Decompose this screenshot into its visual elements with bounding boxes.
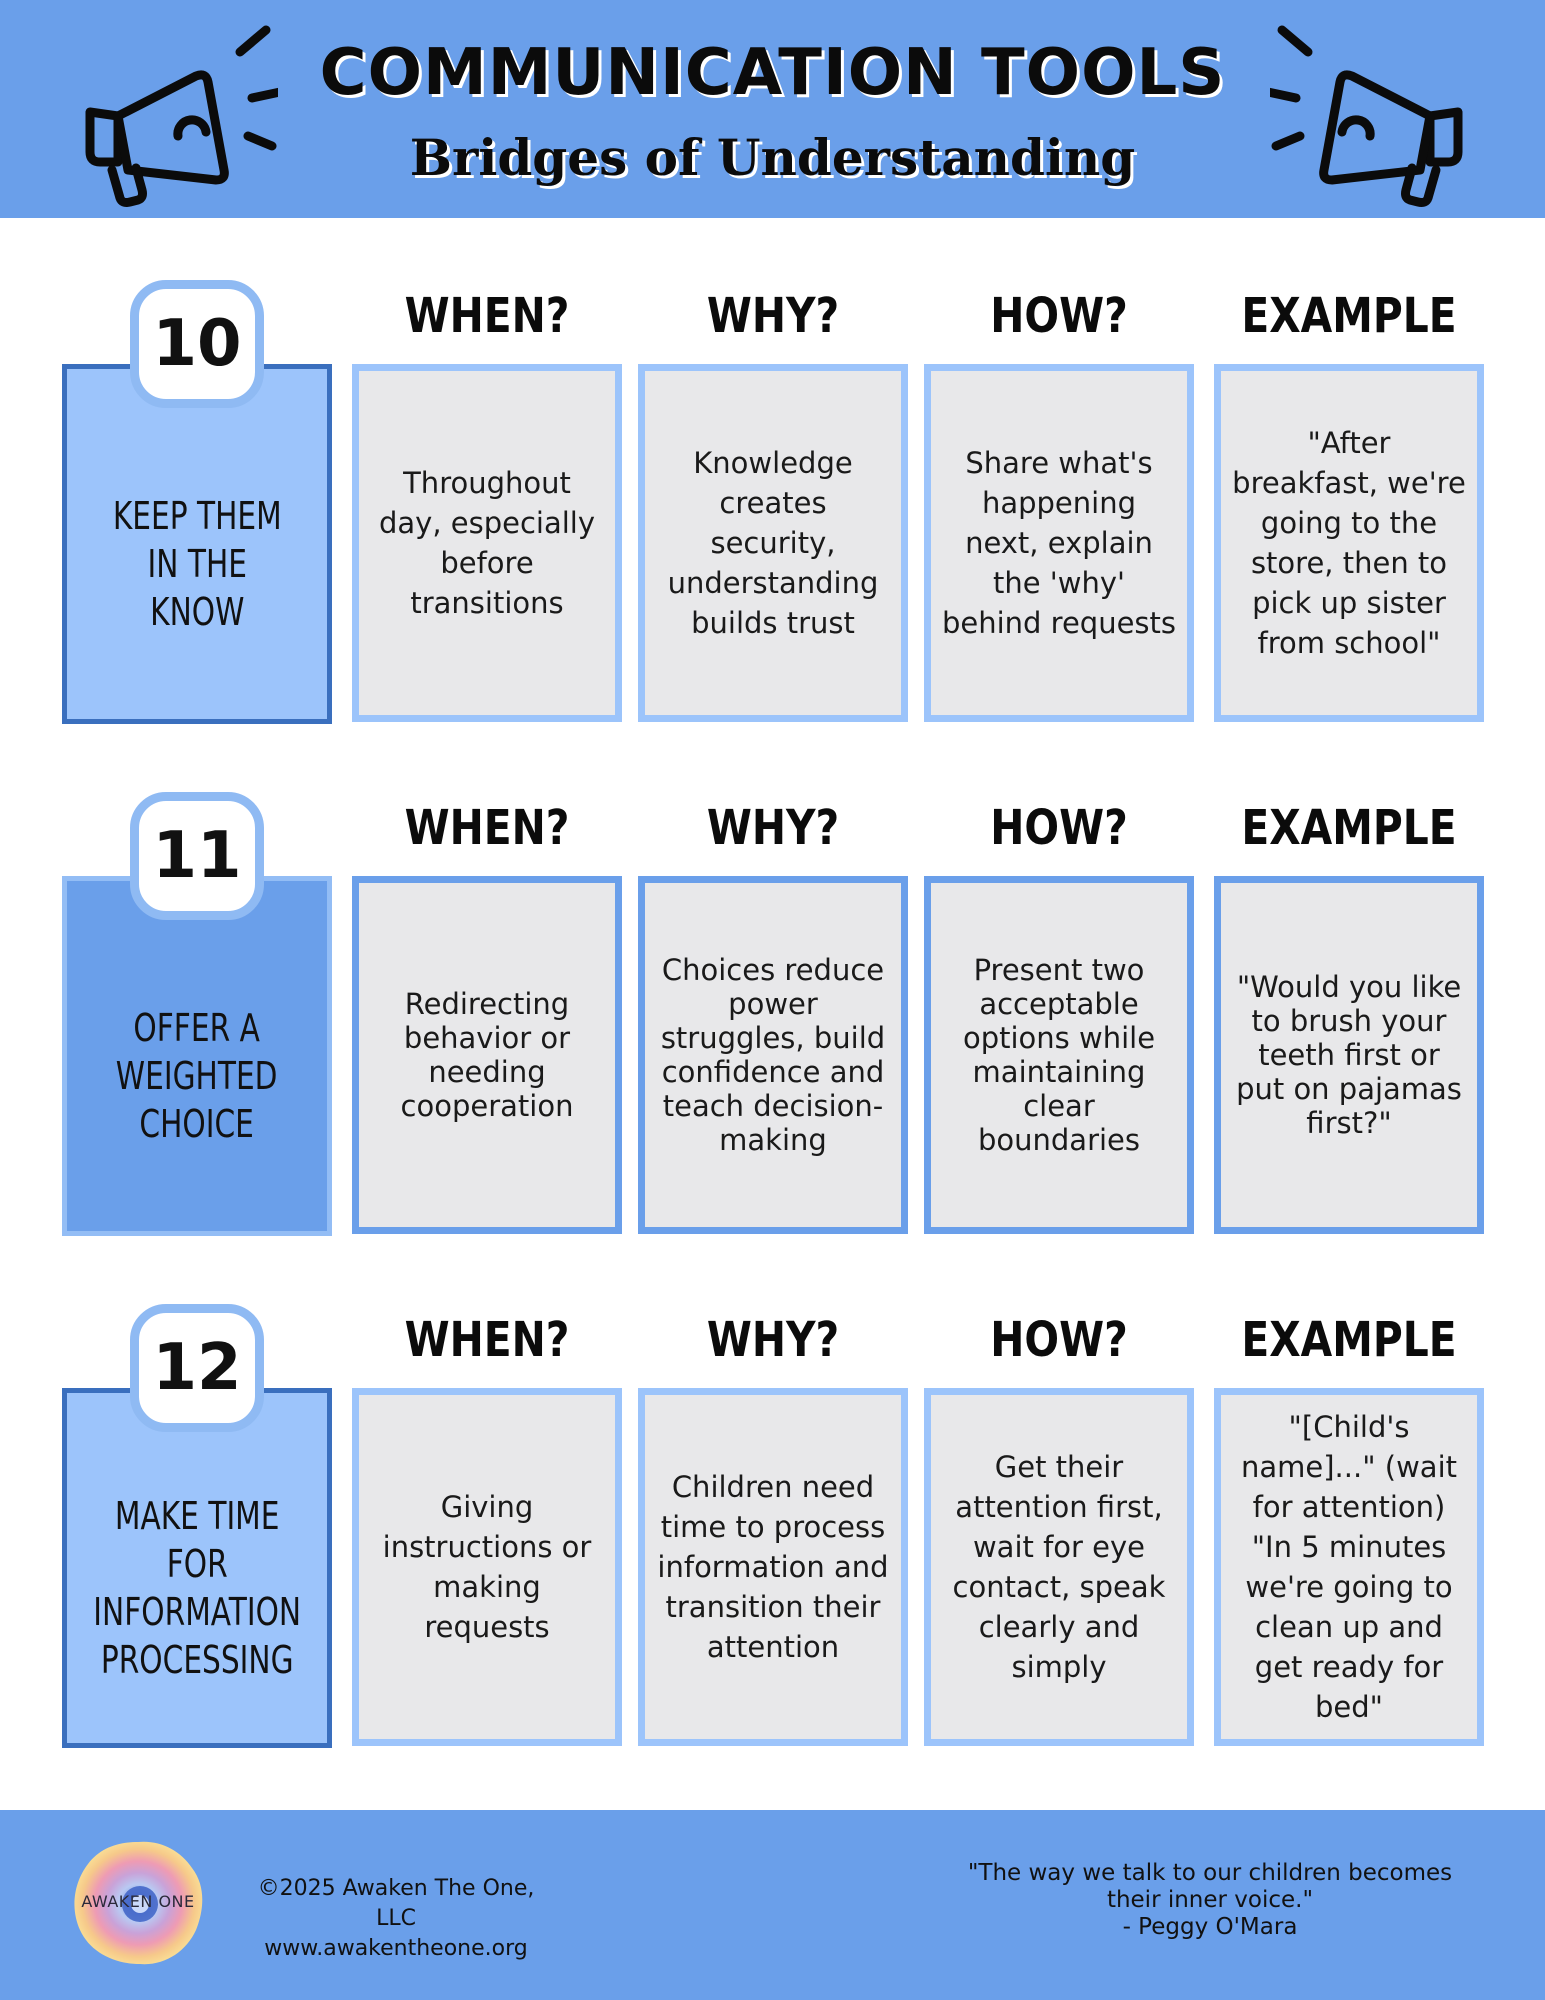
megaphone-icon	[1270, 20, 1480, 220]
how-cell: Share what's happening next, explain the 'why' behind requests	[924, 364, 1194, 722]
tool-label-box	[62, 364, 332, 724]
tool-row-11	[0, 788, 1545, 1238]
example-cell: "After breakfast, we're going to the store, then to pick up sister from school"	[1214, 364, 1484, 722]
column-header-why: WHY?	[706, 800, 840, 856]
column-header-example: EXAMPLE	[1241, 800, 1457, 856]
column-header-how: HOW?	[990, 1312, 1128, 1368]
page-subtitle: Bridges of Understanding	[409, 128, 1136, 187]
column-header-how: HOW?	[990, 800, 1128, 856]
column-header-when: WHEN?	[404, 1312, 570, 1368]
tool-number-badge: 12	[130, 1304, 264, 1432]
why-cell: Knowledge creates security, understanding builds trust	[638, 364, 908, 722]
column-header-when: WHEN?	[404, 288, 570, 344]
tool-number-badge: 10	[130, 280, 264, 408]
footer-quote: "The way we talk to our children becomes their inner voice." - Peggy O'Mara	[940, 1860, 1480, 1941]
column-header-why: WHY?	[706, 288, 840, 344]
why-cell: Children need time to process information and transition their attention	[638, 1388, 908, 1746]
column-header-example: EXAMPLE	[1241, 288, 1457, 344]
column-header-why: WHY?	[706, 1312, 840, 1368]
tool-row-12	[0, 1300, 1545, 1750]
column-header-how: HOW?	[990, 288, 1128, 344]
example-cell: "[Child's name]..." (wait for attention) "In 5 minutes we're going to clean up and get ready for bed"	[1214, 1388, 1484, 1746]
why-cell: Choices reduce power struggles, build confidence and teach decision-making	[638, 876, 908, 1234]
megaphone-icon	[68, 20, 278, 220]
when-cell: Giving instructions or making requests	[352, 1388, 622, 1746]
column-header-when: WHEN?	[404, 800, 570, 856]
tool-label: OFFER A WEIGHTED CHOICE	[116, 1006, 278, 1146]
tool-label-box	[62, 1388, 332, 1748]
how-cell: Get their attention first, wait for eye contact, speak clearly and simply	[924, 1388, 1194, 1746]
page-title: COMMUNICATION TOOLS	[319, 36, 1226, 110]
column-header-example: EXAMPLE	[1241, 1312, 1457, 1368]
tool-label: MAKE TIME FOR INFORMATION PROCESSING	[93, 1494, 301, 1682]
logo-text: AWAKEN ONE	[81, 1892, 195, 1911]
how-cell: Present two acceptable options while maintaining clear boundaries	[924, 876, 1194, 1234]
when-cell: Redirecting behavior or needing cooperation	[352, 876, 622, 1234]
tool-number-badge: 11	[130, 792, 264, 920]
example-cell: "Would you like to brush your teeth first or put on pajamas first?"	[1214, 876, 1484, 1234]
tool-label-box	[62, 876, 332, 1236]
tool-row-10	[0, 276, 1545, 726]
when-cell: Throughout day, especially before transitions	[352, 364, 622, 722]
quote-author: - Peggy O'Mara	[1122, 1914, 1298, 1940]
website-link[interactable]: www.awakentheone.org	[264, 1936, 528, 1961]
copyright-notice: ©2025 Awaken The One, LLC www.awakentheone.org	[236, 1874, 556, 1964]
tool-label: KEEP THEM IN THE KNOW	[112, 494, 282, 634]
